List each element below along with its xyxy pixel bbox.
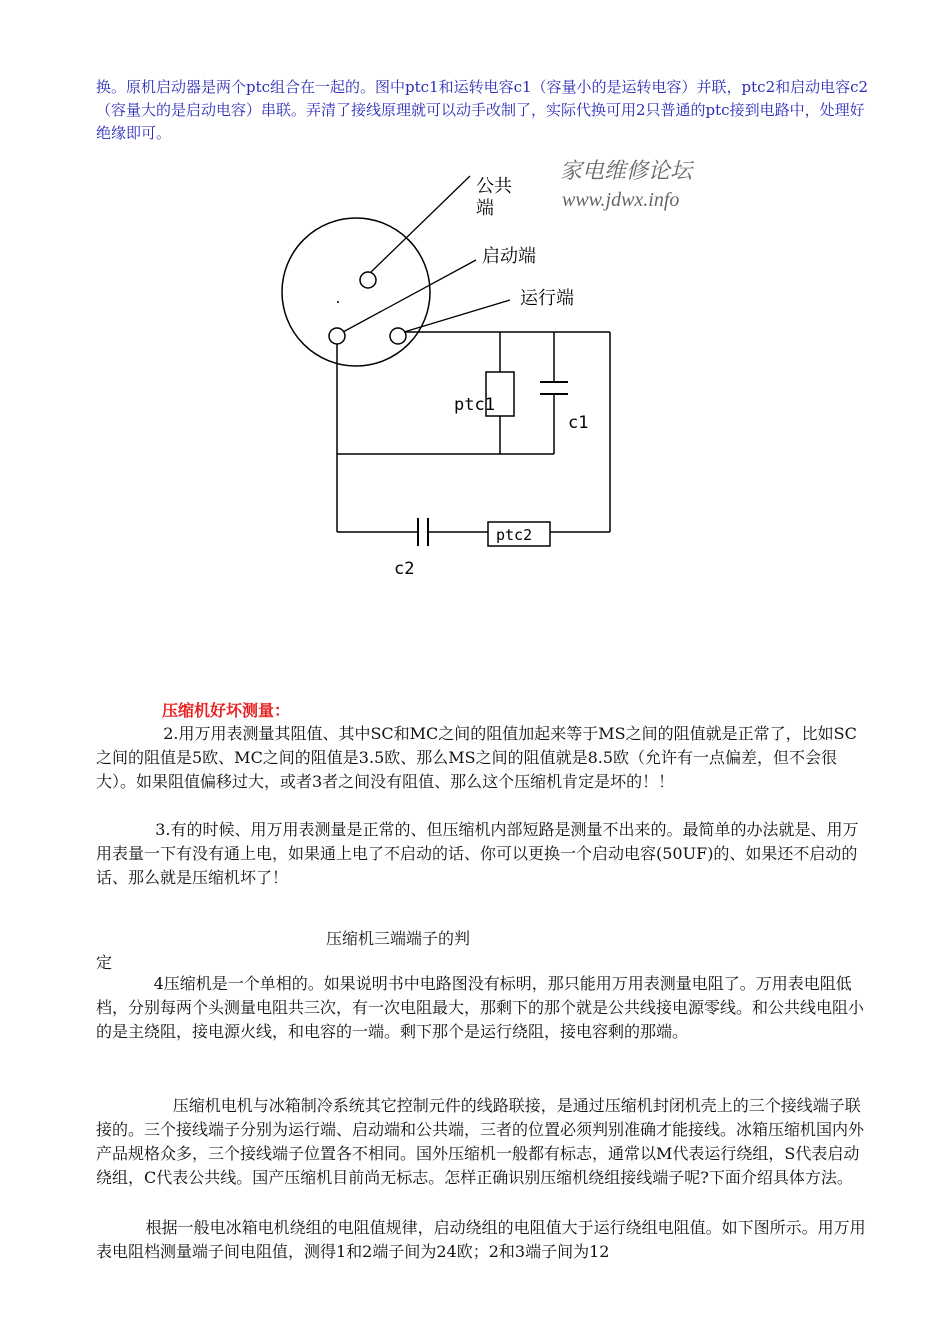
paragraph-5: 压缩机电机与冰箱制冷系统其它控制元件的线路联接，是通过压缩机封闭机壳上的三个接线端子联接的。三个接线端子分别为运行端、启动端和公共端，三者的位置必须判别准确才能接线。冰箱压缩机国内外产品规格众多，三个接线端子位置各不相同。国外压缩机一般都有标志，通常以M代表运行绕组，S代表启动绕组，C代表公共线。国产压缩机目前尚无标志。怎样正确识别压缩机绕组接线端子呢?下面介绍具体方法。 bbox=[96, 1096, 865, 1187]
paragraph-3: 3.有的时候、用万用表测量是正常的、但压缩机内部短路是测量不出来的。最简单的办法就是、用万用表量一下有没有通上电，如果通上电了不启动的话、你可以更换一个启动电容(50UF)的、如果还不启动的话、那么就是压缩机坏了！ bbox=[96, 820, 859, 887]
terminal-heading: 压缩机三端端子的判 bbox=[326, 929, 471, 948]
intro-paragraph: 换。原机启动器是两个ptc组合在一起的。图中ptc1和运转电容c1（容量小的是运转电容）并联，ptc2和启动电容c2（容量大的是启动电容）串联。弄清了接线原理就可以动手改制了，实际代换可用2只普通的ptc接到电路中，处理好绝缘即可。 bbox=[96, 78, 869, 142]
section-title: 压缩机好坏测量： bbox=[162, 701, 291, 720]
paragraph-4: 4压缩机是一个单相的。如果说明书中电路图没有标明，那只能用万用表测量电阻了。万用表电阻低档，分别每两个头测量电阻共三次，有一次电阻最大，那剩下的那个就是公共线接电源零线。和公共线电阻小的是主绕阻，接电源火线，和电容的一端。剩下那个是运行绕阻，接电容剩的那端。 bbox=[96, 974, 865, 1041]
label-start: 启动端 bbox=[482, 246, 536, 267]
paragraph-2: 2.用万用表测量其阻值、其中SC和MC之间的阻值加起来等于MS之间的阻值就是正常了，比如SC之间的阻值是5欧、MC之间的阻值是3.5欧、那么MS之间的阻值就是8.5欧（允许有一点偏差，但不会很大）。如果阻值偏移过大，或者3者之间没有阻值、那么这个压缩机肯定是坏的！！ bbox=[96, 724, 857, 791]
label-c2: c2 bbox=[394, 559, 415, 579]
paragraph-6: 根据一般电冰箱电机绕组的电阻值规律，启动绕组的电阻值大于运行绕组电阻值。如下图所示。用万用表电阻档测量端子间电阻值，测得1和2端子间为24欧；2和3端子间为12 bbox=[96, 1218, 866, 1261]
watermark-line1: 家电维修论坛 bbox=[560, 159, 693, 184]
dot-mark bbox=[337, 301, 339, 303]
label-common-2: 端 bbox=[476, 198, 494, 219]
watermark-line2: www.jdwx.info bbox=[562, 189, 680, 211]
wiring-diagram bbox=[270, 152, 750, 592]
label-common-1: 公共 bbox=[476, 176, 512, 197]
terminal-start bbox=[329, 328, 345, 344]
pointer-run bbox=[404, 300, 510, 332]
label-ptc2: ptc2 bbox=[496, 526, 533, 544]
terminal-run bbox=[390, 328, 406, 344]
terminal-heading-tail: 定 bbox=[96, 953, 113, 972]
label-ptc1: ptc1 bbox=[454, 395, 495, 415]
terminal-common bbox=[360, 272, 376, 288]
compressor-housing bbox=[282, 218, 430, 366]
label-run: 运行端 bbox=[520, 288, 574, 309]
pointer-start bbox=[343, 260, 476, 332]
label-c1: c1 bbox=[568, 413, 589, 433]
